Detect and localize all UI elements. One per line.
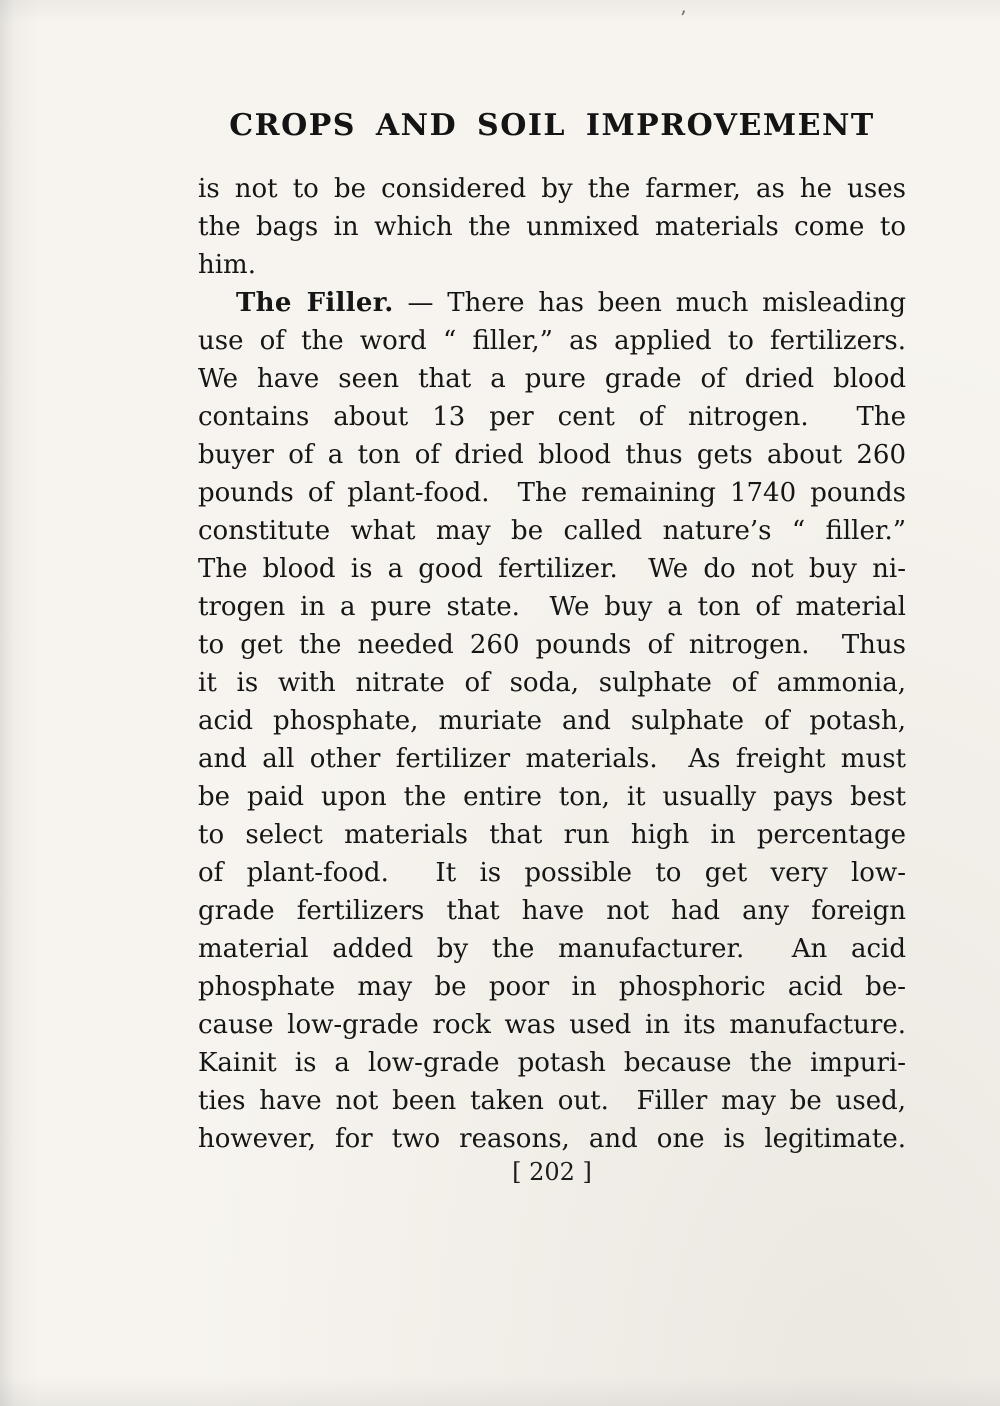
text-line: use of the word “ filler,” as applied to fertilizers. xyxy=(198,326,906,356)
text-line: however, for two reasons, and one is legitimate. xyxy=(198,1124,906,1154)
text-line: pounds of plant-food. The remaining 1740 pounds xyxy=(198,478,906,508)
text-line: the bags in which the unmixed materials come to xyxy=(198,212,906,242)
text-line: material added by the manufacturer. An acid xyxy=(198,934,906,964)
text-line: constitute what may be called nature’s “ filler.” xyxy=(198,516,906,546)
text-line: of plant-food. It is possible to get very low- xyxy=(198,858,906,888)
text-line: and all other fertilizer materials. As freight must xyxy=(198,744,906,774)
scan-artifact: ’ xyxy=(680,6,687,30)
text-line: ties have not been taken out. Filler may be used, xyxy=(198,1086,906,1116)
text-line: him. xyxy=(198,250,256,280)
text-line: phosphate may be poor in phosphoric acid be- xyxy=(198,972,906,1002)
text-line: Kainit is a low-grade potash because the impuri- xyxy=(198,1048,906,1078)
text-line: is not to be considered by the farmer, as he uses xyxy=(198,174,906,204)
text-line: grade fertilizers that have not had any foreign xyxy=(198,896,906,926)
page-title: CROPS AND SOIL IMPROVEMENT xyxy=(229,108,875,143)
text-line: to select materials that run high in percentage xyxy=(198,820,906,850)
text-line: contains about 13 per cent of nitrogen. The xyxy=(198,402,906,432)
text-line: to get the needed 260 pounds of nitrogen. Thus xyxy=(198,630,906,660)
body-text xyxy=(198,170,906,1158)
text-line: acid phosphate, muriate and sulphate of potash, xyxy=(198,706,906,736)
text-line: The blood is a good fertilizer. We do not buy ni- xyxy=(198,554,906,584)
text-line: trogen in a pure state. We buy a ton of material xyxy=(198,592,906,622)
text-line: The Filler. — There has been much misleading xyxy=(236,288,906,318)
text-line: cause low-grade rock was used in its manufacture. xyxy=(198,1010,906,1040)
text-line: it is with nitrate of soda, sulphate of ammonia, xyxy=(198,668,906,698)
text-line: We have seen that a pure grade of dried blood xyxy=(198,364,906,394)
text-line: be paid upon the entire ton, it usually pays best xyxy=(198,782,906,812)
page-number: [ 202 ] xyxy=(512,1158,592,1186)
text-line: buyer of a ton of dried blood thus gets about 260 xyxy=(198,440,906,470)
paragraph-bold-lead: The Filler. xyxy=(236,288,394,318)
